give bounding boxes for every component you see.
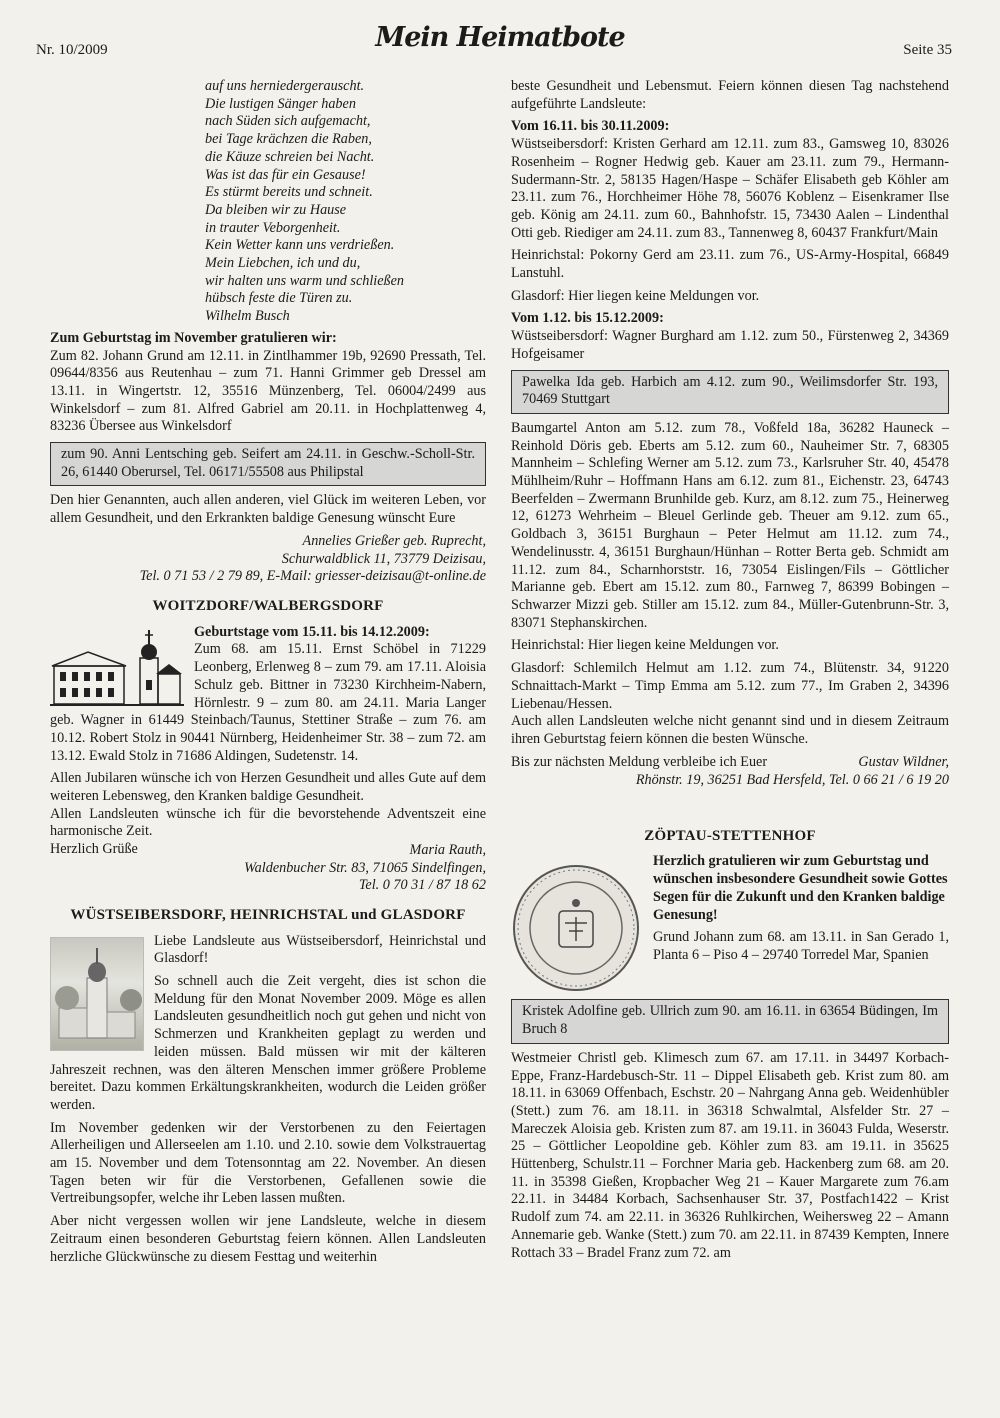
signature-contact: Tel. 0 71 53 / 2 79 89, E-Mail: griesser-deizisau@t-online.de — [139, 568, 486, 585]
poem-line: Die lustigen Sänger haben — [205, 95, 356, 112]
signature-name: Gustav Wildner, — [858, 754, 949, 771]
signature-address: Waldenbucher Str. 83, 71065 Sindelfingen, — [244, 859, 486, 876]
poem-line: Da bleiben wir zu Hause — [205, 201, 347, 218]
highlight-box: Kristek Adolfine geb. Ullrich zum 90. am 16.11. in 63654 Büdingen, Im Bruch 8 — [511, 999, 949, 1043]
wuest-paragraph: Im November gedenken wir der Verstorbenen zu den Feiertagen Allerheiligen und Allerseelen am 1.10. und 2.10. sowie dem Volkstrauertag am 15. November und dem Totensonntag am 22. November. An diesen Tagen beten wir für die Verstorbenen, Gefallenen sowie die Vertreibungsopfer, welche ihr Leben lassen mußten. — [50, 1119, 486, 1207]
poem-line: hübsch feste die Türen zu. — [205, 290, 353, 307]
woitzdorf-wish-1: Allen Jubilaren wünsche ich von Herzen Gesundheit und alles Gute auf dem weiteren Lebensweg, den Kranken baldige Gesundheit. — [50, 770, 486, 805]
wuest-paragraph: Aber nicht vergessen wollen wir jene Landsleute, welche in diesem Zeitraum einen besonderen Geburtstag feiern können. Allen Landsleuten herzliche Glückwünsche zu diesem Festtag und weiterhin — [50, 1213, 486, 1265]
signature-name: Annelies Grießer geb. Ruprecht, — [302, 532, 486, 549]
november-birthdays: Zum 82. Johann Grund am 12.11. in Zintlhammer 19b, 92690 Pressath, Tel. 09644/8356 aus Reutenhau – zum 71. Hanni Grimmer geb Dressel am 13.11. in Wingertstr. 12, 35516 Münzenberg, Tel. 06004/2499 aus Winkelsdorf – zum 81. Alfred Gabriel am 20.11. in Hochplattenweg 4, 83236 Übersee aus Winkelsdorf — [50, 347, 486, 435]
wuest-birthdays-dec: Wüstseibersdorf: Wagner Burghard am 1.12. zum 50., Fürstenweg 2, 34369 Hofgeisamer — [511, 328, 949, 362]
heinrichstal-dec: Heinrichstal: Hier liegen keine Meldungen vor. — [511, 637, 779, 654]
signature-address: Rhönstr. 19, 36251 Bad Hersfeld, Tel. 0 66 21 / 6 19 20 — [635, 772, 949, 789]
signature-name: Maria Rauth, — [409, 841, 486, 858]
church-photo — [50, 937, 144, 1051]
woitzdorf-greeting: Herzlich Grüße — [50, 841, 138, 858]
continued-text: beste Gesundheit und Lebensmut. Feiern können diesen Tag nachstehend aufgeführte Landsleute: — [511, 78, 949, 112]
signature-contact: Tel. 0 70 31 / 87 18 62 — [358, 877, 486, 894]
poem-line: wir halten uns warm und schließen — [205, 272, 405, 289]
date-range-heading: Vom 16.11. bis 30.11.2009: — [511, 118, 670, 135]
right-column — [511, 78, 949, 1267]
date-range-heading: Vom 1.12. bis 15.12.2009: — [511, 310, 664, 327]
wuest-paragraph: So schnell auch die Zeit vergeht, dies ist schon die Meldung für den Monat November 2009. Möge es allen Landsleuten gesundheitlich noch gut gehen und nicht von Schmerzen und Krankheiten geplagt zu werden und leiden müssen. Bald müssen wir mit der kälteren Jahreszeit rechnen, was den älteren Menschen immer größere Probleme bereitet. Dazu kommen Erkältungskrankheiten, wodurch die Leiden größer werden. — [50, 973, 486, 1113]
poem-line: Mein Liebchen, ich und du, — [205, 255, 361, 272]
poem-line: Kein Wetter kann uns verdrießen. — [205, 237, 395, 254]
left-column — [50, 78, 486, 1271]
church-tower-icon — [51, 938, 143, 1050]
poem-line: die Käuze schreien bei Nacht. — [205, 148, 375, 165]
closing-wish: Auch allen Landsleuten welche nicht genannt sind und in diesem Zeitraum ihren Geburtstag feiern können die besten Wünsche. — [511, 713, 949, 747]
poem-line: nach Süden sich aufgemacht, — [205, 113, 371, 130]
town-seal-icon — [511, 863, 641, 993]
zoeptau-birthday-list: Westmeier Christl geb. Klimesch zum 67. am 17.11. in 34497 Korbach-Eppe, Franz-Hardebusch-Str. 11 – Dippel Elisabeth geb. Krist zum 80. am 18.11. in 63069 Offenbach, Eschstr. 20 – Nahrgang Anna geb. Weidenhübler (Stett.) zum 76. am 18.11. in 36318 Schwalmtal, Alsfelder Str. 27 – Mareczek Aloisia geb. Kristen zum 87. am 19.11. in 36043 Fulda, Weserstr. 25 – Göttlicher Leopoldine geb. Köhler zum 83. am 19.11. in 35625 Hüttenberg, Schulstr.11 – Forchner Maria geb. Hackenberg zum 68. am 20. 11. in 35398 Gießen, Kropbacher Weg 21 – Kauer Margarete zum 76.am 22.11. in 34484 Korbach, Sachsenhauser Str. 37, Postfach1422 – Krist Rudolf zum 74. am 22.11. in 36326 Ruhlkirchen, Weihersweg 22 – Amann Annemarie geb. Wanke (Stett.) zum 70. am 22.11. in 87439 Kempten, Innere Rottach 33 – Bradel Franz zum 72. am — [511, 1049, 949, 1261]
highlight-box: Pawelka Ida geb. Harbich am 4.12. zum 90., Weilimsdorfer Str. 193, 70469 Stuttgart — [511, 370, 949, 414]
closing-line: Bis zur nächsten Meldung verbleibe ich Euer — [511, 753, 768, 770]
glasdorf-nov: Glasdorf: Hier liegen keine Meldungen vor. — [511, 287, 760, 304]
signature-address: Schurwaldblick 11, 73779 Deizisau, — [281, 550, 486, 567]
church-illustration — [50, 628, 184, 710]
heinrichstal-nov: Heinrichstal: Pokorny Gerd am 23.11. zum 76., US-Army-Hospital, 66849 Lanstuhl. — [511, 247, 949, 282]
zoeptau-greeting: Herzlich gratulieren wir zum Geburtstag und wünschen insbesondere Gesundheit sowie Gottes Segen für die Zukunft und den Kranken baldige Genesung! — [653, 853, 948, 923]
november-heading: Zum Geburtstag im November gratulieren wir: — [50, 329, 337, 346]
masthead-title: Mein Heimatbote — [375, 22, 625, 53]
glasdorf-dec: Glasdorf: Schlemilch Helmut am 1.12. zum 74., Blütenstr. 34, 91220 Schnaittach-Markt – Timp Emma am 5.12. zum 77., Im Graben 2, 34396 Liebenau/Hessen. — [511, 660, 949, 712]
section-heading-zoeptau: ZÖPTAU-STETTENHOF — [644, 827, 816, 844]
poem-line: in trauter Veborgenheit. — [205, 219, 341, 236]
birthday-list-dec: Baumgartel Anton am 5.12. zum 78., Voßfeld 18a, 36282 Hauneck – Reinhold Döris geb. Eberts am 5.12. zum 60., Nauheimer Str. 7, 68305 Mannheim – Schlefing Werner am 5.12. zum 73., Karlsruher Str. 40, 45478 Mühlheim/Ruhr – Hoffmann Hans am 6.12. zum 81., Eichenstr. 23, 64743 Beerfelden – Zwermann Brunhilde geb. Kurz, am 8.12. zum 75., Heinerweg 12, 61273 Wehrheim – Bleuel Gerlinde geb. Theuer am 9.12. zum 65., Goldbach 3, 36151 Burghaun – Peter Helmut am 11.12. zum 74., Wendelinusstr. 4, 36151 Burghaun/Hünhan – Rotter Berta geb. Schmidt am 11.12. zum 84., Scharnhorststr. 16, 73054 Eislingen/Fils – Göttlicher Marianne geb. Ebert am 15.12. zum 80., Farnweg 7, 86399 Bobingen – Schwarzer Mizzi geb. Stiller am 15.12. zum 84., Müller-Gutenbrunn-Str. 3, 83071 Stephanskirchen. — [511, 419, 949, 631]
woitzdorf-wish-2: Allen Landsleuten wünsche ich für die bevorstehende Adventszeit eine harmonische Zeit. — [50, 805, 486, 840]
woitzdorf-birthdays: Zum 68. am 15.11. Ernst Schöbel in 71229 Leonberg, Erlenweg 8 – zum 79. am 17.11. Aloisia Schulz geb. Bittner in 73230 Kirchheim-Nabern, Hörnlestr. 9 – zum 80. am 24.11. Maria Langer geb. Wagner in 61449 Steinbach/Taunus, Stettiner Straße – zum 76. am 10.12. Robert Stolz in 90441 Nürnberg, Heidenheimer Str. 38 – zum 72. am 13.12. Ewald Stolz in 71686 Aldingen, Sudetenstr. 14. — [50, 641, 486, 764]
issue-number: Nr. 10/2009 — [36, 42, 108, 58]
wuest-greeting: Liebe Landsleute aus Wüstseibersdorf, Heinrichstal und Glasdorf! — [154, 932, 486, 967]
woitzdorf-subheading: Geburtstage vom 15.11. bis 14.12.2009: — [194, 623, 430, 640]
poem-line: Was ist das für ein Gesause! — [205, 166, 366, 183]
section-heading-wuestseibersdorf: WÜSTSEIBERSDORF, HEINRICHSTAL und GLASDORF — [70, 906, 466, 923]
wuest-birthdays-nov: Wüstseibersdorf: Kristen Gerhard am 12.11. zum 83., Gamsweg 10, 83026 Rosenheim – Rogner Hedwig geb. Kauer am 23.11. zum 79., Hermann-Sudermann-Str. 2, 58135 Hagen/Haspe – Schäfer Elisabeth geb Köhler am 23.11. zum 76., Horchheimer Höhe 78, 56076 Koblenz – Eisenkramer Ilse geb. König am 24.11. zum 60., Bahnhofstr. 15, 73430 Aalen – Lindenthal Otti geb. Riediger am 24.11. zum 83., Tannenweg 8, 60437 Frankfurt/Main — [511, 136, 949, 241]
poem-author: Wilhelm Busch — [205, 308, 290, 325]
zoeptau-entry: Grund Johann zum 68. am 13.11. in San Gerado 1, Planta 6 – Piso 4 – 29740 Torredel Mar, Spanien — [653, 929, 949, 963]
poem-line: Es stürmt bereits und schneit. — [205, 184, 373, 201]
section-heading-woitzdorf: WOITZDORF/WALBERGSDORF — [152, 597, 384, 614]
poem-line: auf uns herniedergerauscht. — [205, 78, 365, 94]
wishes-text: Den hier Genannten, auch allen anderen, viel Glück im weiteren Leben, vor allem Gesundheit, und den Erkrankten baldige Genesung wünscht Eure — [50, 492, 486, 527]
poem — [205, 78, 486, 326]
page-number: Seite 35 — [903, 42, 952, 58]
poem-line: bei Tage krächzen die Raben, — [205, 131, 372, 148]
highlight-box: zum 90. Anni Lentsching geb. Seifert am 24.11. in Geschw.-Scholl-Str. 26, 61440 Oberursel, Tel. 06171/55508 aus Philipstal — [50, 442, 486, 486]
